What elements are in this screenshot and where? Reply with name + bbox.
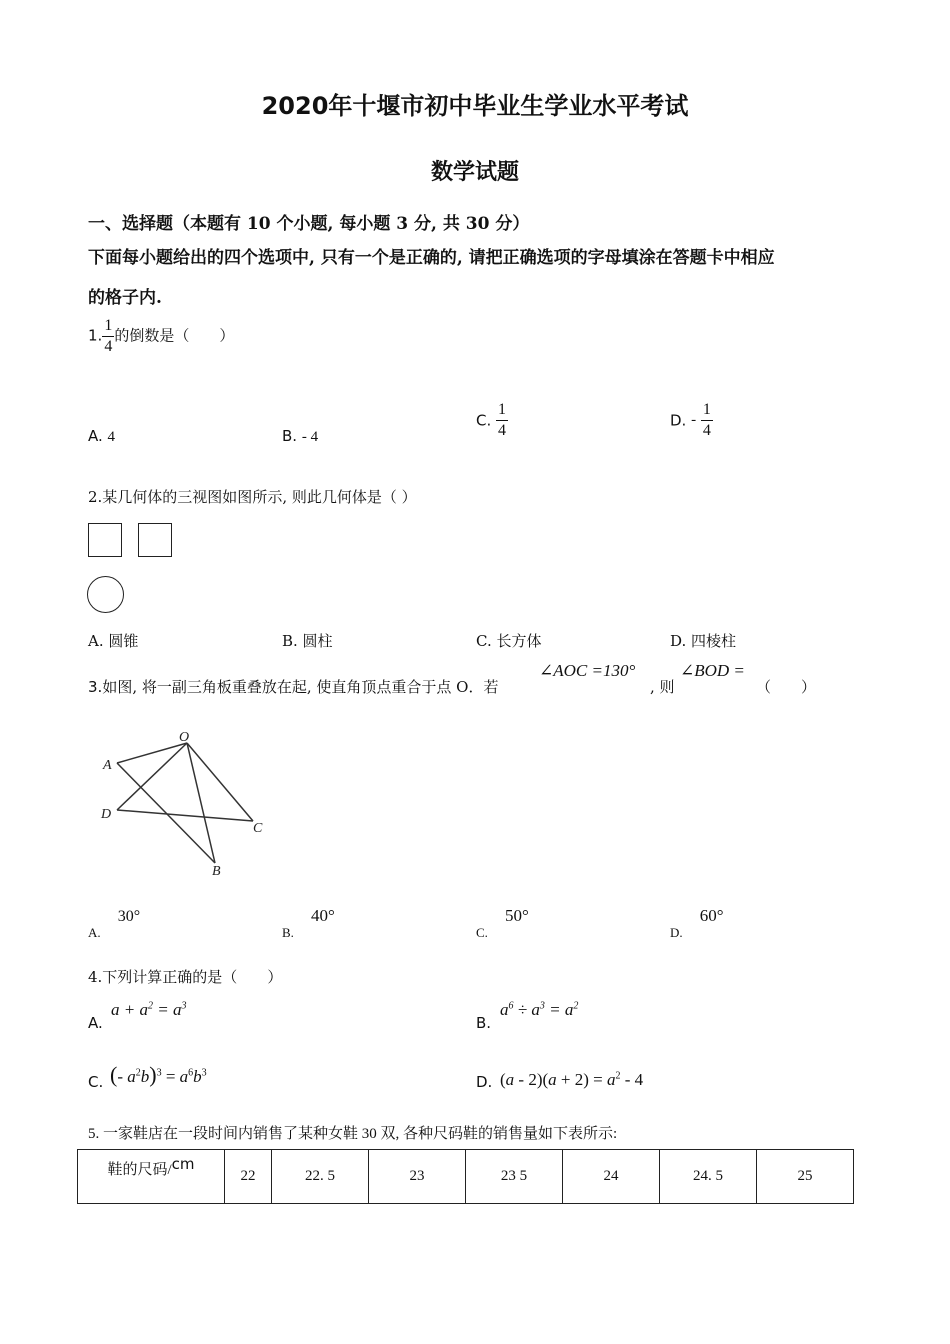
table-cell: 25 [757,1150,854,1204]
q3-option-b[interactable]: $_{B.}$ 40° [282,906,335,940]
q1-option-d-fraction: $\frac{1}{4}$ [702,401,711,439]
front-view-square [88,523,122,557]
table-cell: 23 5 [466,1150,563,1204]
question-3-then: , 则 [650,678,675,696]
table-cell: 22. 5 [272,1150,369,1204]
q2-option-b[interactable]: B. 圆柱 [282,632,333,650]
q1-option-b[interactable]: B. - 4 [282,427,319,445]
q3-option-a[interactable]: $_{A.}$ 30° [88,908,141,940]
triangles-figure [95,725,275,885]
instruction-line-2: 的格子内. [88,288,162,308]
question-1 [88,318,234,355]
question-3-blank: （ ） [756,678,817,696]
question-1-fraction: $\frac{1}{4}$ [104,317,113,355]
q4-option-d[interactable]: $(a - 2)(a + 2) = a^2 - 4$ [500,1070,644,1089]
q1-option-d[interactable]: D. - $\frac{1}{4}$ [670,401,711,439]
label-b: B [212,864,221,879]
question-2: 2.某几何体的三视图如图所示, 则此几何体是（ ） [88,488,417,506]
question-1-number: 1. [88,326,103,345]
q4-option-a[interactable]: $a + a^2 = a^3$ [111,1000,187,1019]
instruction-line-1: 下面每小题给出的四个选项中, 只有一个是正确的, 请把正确选项的字母填涂在答题卡中相应 [88,248,775,268]
question-1-text: 的倒数是（ ） [114,326,235,345]
q4-option-b-label: B. [476,1014,492,1032]
table-cell: 24 [563,1150,660,1204]
q1-option-c[interactable]: C. $\frac{1}{4}$ [476,401,507,439]
question-3-math-bod: ∠BOD = [680,661,745,680]
question-3: 3.如图, 将一副三角板重叠放在起, 使直角顶点重合于点 O．若 [88,678,499,696]
q3-option-d[interactable]: $_{D.}$ 60° [670,906,724,940]
page-title: 2020年十堰市初中毕业生学业水平考试 [261,92,689,120]
q1-option-a[interactable]: A. 4 [88,427,116,445]
question-3-math-aoc: ∠AOC =130° [539,661,636,680]
q4-option-d-label: D. [476,1073,493,1091]
q2-option-d[interactable]: D. 四棱柱 [670,632,737,650]
label-o: O [179,730,190,745]
table-row [78,1150,854,1204]
table-cell: 23 [369,1150,466,1204]
top-view-circle [87,576,124,613]
q3-option-c[interactable]: $_{C.}$ 50° [476,906,529,940]
q4-option-c[interactable]: (- $a^2b)^3 = a^6b^3$ [110,1062,207,1087]
q2-option-c[interactable]: C. 长方体 [476,632,542,650]
table-cell: 24. 5 [660,1150,757,1204]
q4-option-b[interactable]: $a^6 \div a^3 = a^2$ [500,1000,579,1019]
label-c: C [253,821,263,836]
side-view-square [138,523,172,557]
page-subtitle: 数学试题 [430,160,519,185]
q2-option-a[interactable]: A. 圆锥 [88,632,139,650]
label-a: A [103,758,112,773]
q4-option-a-label: A. [88,1014,103,1032]
section-heading: 一、选择题（本题有 10 个小题, 每小题 3 分, 共 30 分） [88,214,530,234]
label-d: D [101,807,112,822]
q1-option-c-fraction: $\frac{1}{4}$ [498,401,507,439]
q4-option-c-label: C. [88,1073,104,1091]
shoe-size-table [77,1149,854,1204]
table-cell: 22 [225,1150,272,1204]
question-4: 4.下列计算正确的是（ ） [88,968,283,986]
table-header-cell: 鞋的尺码/cm [78,1150,225,1204]
question-5: 5. 一家鞋店在一段时间内销售了某种女鞋 30 双, 各种尺码鞋的销售量如下表所示: [88,1126,618,1142]
